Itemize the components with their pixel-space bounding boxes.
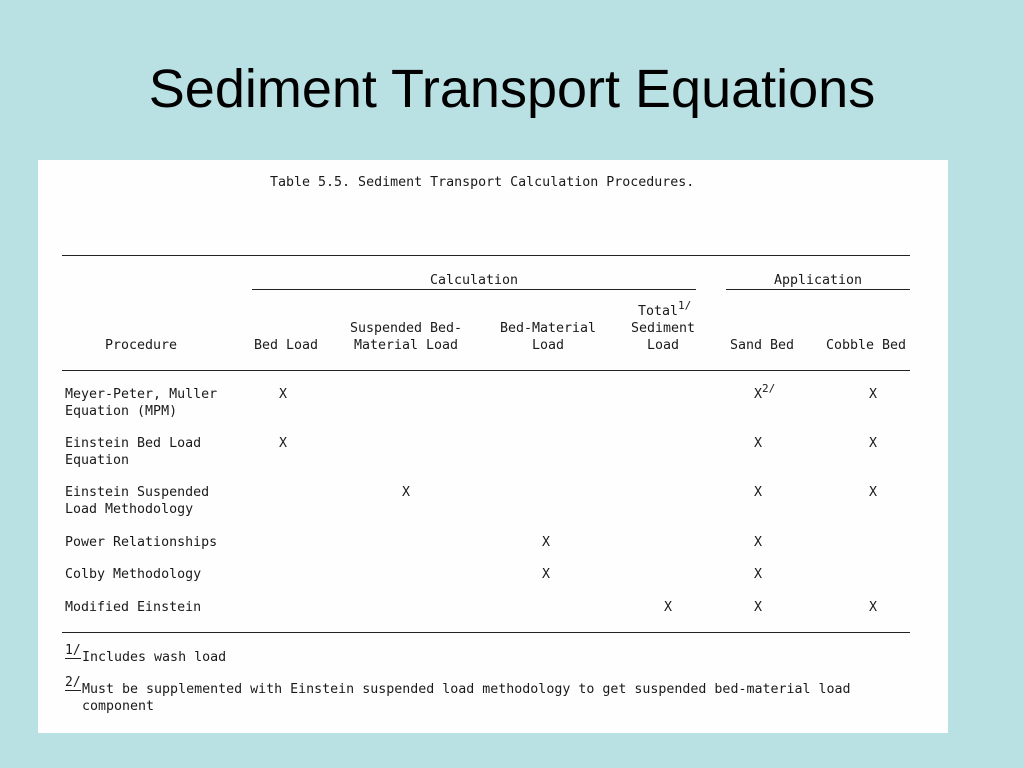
row-mark-total: X bbox=[664, 600, 673, 615]
column-header-bed-material-line2: Load bbox=[531, 338, 565, 353]
column-header-suspended-line1: Suspended Bed- bbox=[349, 321, 463, 336]
row-mark-bed-load: X bbox=[279, 436, 288, 451]
row-mark-sand-bed: X bbox=[754, 535, 763, 550]
footnote-mark: 1/ bbox=[65, 643, 81, 658]
column-header-total-line1: Total$^{1/}$ bbox=[638, 299, 692, 319]
row-procedure-line1: Colby Methodology bbox=[65, 567, 202, 582]
table-top-rule bbox=[62, 255, 910, 256]
column-header-total-line2: Sediment bbox=[630, 321, 696, 336]
row-mark-cobble-bed: X bbox=[869, 485, 878, 500]
row-mark-sand-bed: X$^{2/}$ bbox=[754, 382, 776, 402]
column-header-bed-material-line1: Bed-Material bbox=[499, 321, 597, 336]
footnote-text: Includes wash load bbox=[82, 650, 227, 665]
row-mark-bed-material: X bbox=[542, 535, 551, 550]
row-procedure-line1: Meyer-Peter, Muller bbox=[65, 387, 218, 402]
row-mark-cobble-bed: X bbox=[869, 436, 878, 451]
row-mark-bed-material: X bbox=[542, 567, 551, 582]
row-mark-bed-load: X bbox=[279, 387, 288, 402]
group-header-calculation: Calculation bbox=[429, 273, 519, 288]
row-mark-sand-bed: X bbox=[754, 567, 763, 582]
table-bottom-rule bbox=[62, 632, 910, 633]
column-header-cobble-bed: Cobble Bed bbox=[826, 338, 907, 353]
scanned-table-document bbox=[38, 160, 948, 733]
row-mark-sand-bed: X bbox=[754, 600, 763, 615]
row-mark-cobble-bed: X bbox=[869, 387, 878, 402]
row-mark-sand-bed: X bbox=[754, 485, 763, 500]
footnote-text: Must be supplemented with Einstein suspended load methodology to get suspended bed-material load bbox=[82, 682, 851, 697]
row-procedure-line1: Power Relationships bbox=[65, 535, 218, 550]
group-header-application: Application bbox=[773, 273, 863, 288]
footnote-mark: 2/ bbox=[65, 675, 81, 690]
row-procedure-line1: Einstein Suspended bbox=[65, 485, 210, 500]
row-procedure-line2: Equation (MPM) bbox=[65, 404, 178, 419]
sand-bed-footnote-ref: 2/ bbox=[762, 382, 776, 395]
row-mark-cobble-bed: X bbox=[869, 600, 878, 615]
slide-title: Sediment Transport Equations bbox=[148, 59, 876, 119]
total-footnote-ref: 1/ bbox=[678, 299, 692, 312]
row-mark-sand-bed: X bbox=[754, 436, 763, 451]
column-header-suspended-line2: Material Load bbox=[353, 338, 459, 353]
column-header-sand-bed: Sand Bed bbox=[730, 338, 795, 353]
application-group-rule bbox=[726, 289, 910, 290]
column-header-procedure: Procedure bbox=[105, 338, 178, 353]
footnote-text-line2: component bbox=[82, 699, 155, 714]
header-bottom-rule bbox=[62, 370, 910, 371]
row-mark-suspended: X bbox=[402, 485, 411, 500]
table-caption: Table 5.5. Sediment Transport Calculation Procedures. bbox=[270, 175, 695, 190]
calculation-group-rule bbox=[252, 289, 696, 290]
column-header-bed-load: Bed Load bbox=[254, 338, 319, 353]
row-procedure-line2: Load Methodology bbox=[65, 502, 194, 517]
column-header-total-line3: Load bbox=[646, 338, 680, 353]
row-procedure-line2: Equation bbox=[65, 453, 130, 468]
row-procedure-line1: Einstein Bed Load bbox=[65, 436, 202, 451]
row-procedure-line1: Modified Einstein bbox=[65, 600, 202, 615]
